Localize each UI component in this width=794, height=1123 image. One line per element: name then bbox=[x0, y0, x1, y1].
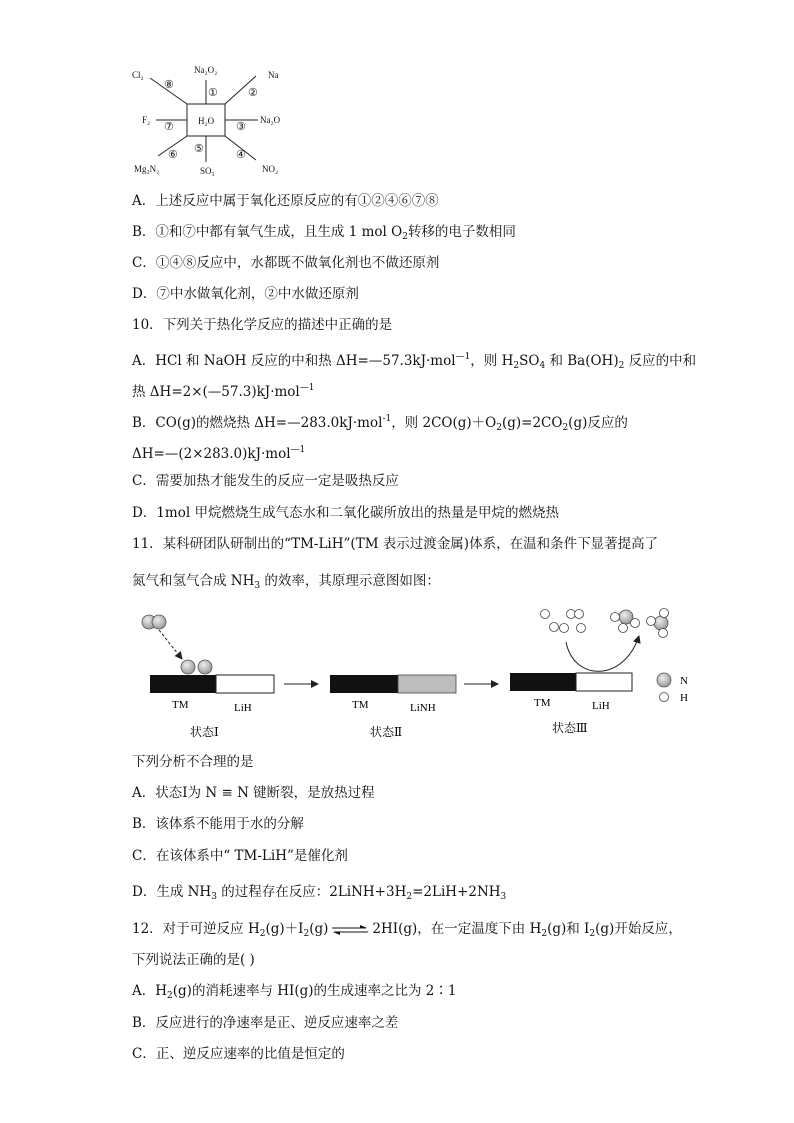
q11-stem-line1: 11．某科研团队研制出的“TM-LiH”(TM 表示过渡金属)体系，在温和条件下显著提高了 bbox=[132, 536, 659, 552]
no2-label: NO₂ bbox=[262, 164, 279, 174]
state1-caption: 状态Ⅰ bbox=[190, 725, 219, 739]
q10-option-c: C．需要加热才能发生的反应一定是吸热反应 bbox=[132, 473, 399, 489]
reaction-wheel-diagram bbox=[128, 62, 308, 182]
q12-stem-line2: 下列说法正确的是( ) bbox=[132, 952, 255, 968]
state3-lih-label: LiH bbox=[592, 700, 610, 712]
num-2: ② bbox=[248, 87, 258, 99]
state3-tm-block bbox=[510, 673, 576, 691]
state2-caption: 状态Ⅱ bbox=[370, 725, 403, 739]
q9-option-b: B．①和⑦中都有氧气生成，且生成 1 mol $O_2$转移的电子数相同 bbox=[132, 224, 516, 242]
q9-option-c: C．①④⑧反应中，水都既不做氧化剂也不做还原剂 bbox=[132, 255, 440, 271]
legend-n-label: N bbox=[680, 675, 688, 687]
legend-n-swatch bbox=[657, 673, 671, 687]
dashed-arrow bbox=[159, 630, 182, 659]
mg3n2-label: Mg₃N₂ bbox=[134, 164, 160, 174]
state1-tm-label: TM bbox=[172, 699, 189, 711]
state2-tm-block bbox=[330, 675, 398, 693]
q11-option-d: D．生成 $NH_3$ 的过程存在反应：$2LiNH+3H_2=2LiH+2NH_3$ bbox=[132, 884, 507, 902]
num-3: ③ bbox=[236, 121, 246, 133]
q12-option-b: B．反应进行的净速率是正、逆反应速率之差 bbox=[132, 1015, 399, 1031]
q10-option-b-line2: ΔH=—(2×283.0)kJ·mol$^{—1}$ bbox=[132, 445, 306, 462]
equilibrium-arrow-icon bbox=[330, 925, 370, 935]
legend-h-swatch bbox=[660, 693, 669, 702]
tm-lih-mechanism-figure bbox=[134, 602, 714, 742]
na2o-label: Na₂O bbox=[260, 115, 281, 125]
state3-lih-block bbox=[576, 673, 632, 691]
q11-option-b: B．该体系不能用于水的分解 bbox=[132, 816, 304, 832]
q10-option-a-line2: 热 ΔH=2×(—57.3)kJ·mol$^{—1}$ bbox=[132, 383, 315, 400]
q9-option-d: D．⑦中水做氧化剂，②中水做还原剂 bbox=[132, 286, 359, 302]
q10-stem: 10．下列关于热化学反应的描述中正确的是 bbox=[132, 317, 393, 333]
q12-option-c: C．正、逆反应速率的比值是恒定的 bbox=[132, 1046, 345, 1062]
q12-option-a: A．$H_2(g)$的消耗速率与 HI(g)的生成速率之比为 2∶1 bbox=[132, 983, 457, 1001]
num-8: ⑧ bbox=[164, 79, 174, 91]
q10-option-b-line1: B．CO(g)的燃烧热 ΔH=—283.0kJ·mol$^{-1}$，则 $2CO(g)+O_2(g)=2CO_2(g)$反应的 bbox=[132, 414, 628, 433]
na-label: Na bbox=[268, 70, 279, 80]
q12-stem-line1: 12．对于可逆反应 $H_2(g)+I_2(g)$ 2HI(g)，在一定温度下由 $H_2(g)$和 $I_2(g)$开始反应， bbox=[132, 921, 682, 939]
f2-label: F₂ bbox=[142, 115, 151, 125]
q10-option-a-line1: A．HCl 和 NaOH 反应的中和热 ΔH=—57.3kJ·mol$^{—1}$，则 $H_2SO_4$ 和 $Ba(OH)_2$ 反应的中和 bbox=[132, 352, 697, 371]
q10-option-d: D．1mol 甲烷燃烧生成气态水和二氧化碳所放出的热量是甲烷的燃烧热 bbox=[132, 505, 559, 521]
state2-tm-label: TM bbox=[352, 699, 369, 711]
num-6: ⑥ bbox=[168, 149, 178, 161]
num-1: ① bbox=[208, 87, 218, 99]
state1-lih-block bbox=[216, 675, 274, 693]
num-7: ⑦ bbox=[164, 121, 174, 133]
q11-option-a: A．状态Ⅰ为 N ≡ N 键断裂，是放热过程 bbox=[132, 785, 375, 801]
n-atoms-adsorbed bbox=[181, 660, 212, 674]
cl2-label: Cl₂ bbox=[132, 70, 144, 80]
q9-option-a: A．上述反应中属于氧化还原反应的有①②④⑥⑦⑧ bbox=[132, 193, 439, 209]
h2-molecules bbox=[541, 610, 586, 633]
h2o-label: H₂O bbox=[198, 116, 215, 126]
nh3-molecule-1 bbox=[611, 610, 640, 633]
so3-label: SO₃ bbox=[200, 166, 215, 176]
n2-molecule-gas bbox=[142, 615, 166, 629]
state2-linh-label: LiNH bbox=[410, 702, 436, 714]
legend bbox=[657, 673, 688, 704]
na2o2-label: Na₂O₂ bbox=[194, 65, 218, 75]
q11-option-c: C．在该体系中“ TM-LiH”是催化剂 bbox=[132, 848, 348, 864]
num-5: ⑤ bbox=[194, 143, 204, 155]
state3-caption: 状态Ⅲ bbox=[552, 721, 588, 735]
num-4: ④ bbox=[236, 149, 246, 161]
state1-lih-label: LiH bbox=[234, 702, 252, 714]
nh3-molecule-2 bbox=[647, 609, 669, 638]
q11-stem-line2: 氮气和氢气合成 $NH_3$ 的效率，其原理示意图如图： bbox=[132, 573, 440, 591]
state2-linh-block bbox=[398, 675, 456, 693]
q11-prompt: 下列分析不合理的是 bbox=[132, 754, 254, 770]
curved-reaction-arrow bbox=[566, 636, 639, 671]
state3-tm-label: TM bbox=[534, 697, 551, 709]
state1-tm-block bbox=[150, 675, 216, 693]
legend-h-label: H bbox=[680, 692, 688, 704]
